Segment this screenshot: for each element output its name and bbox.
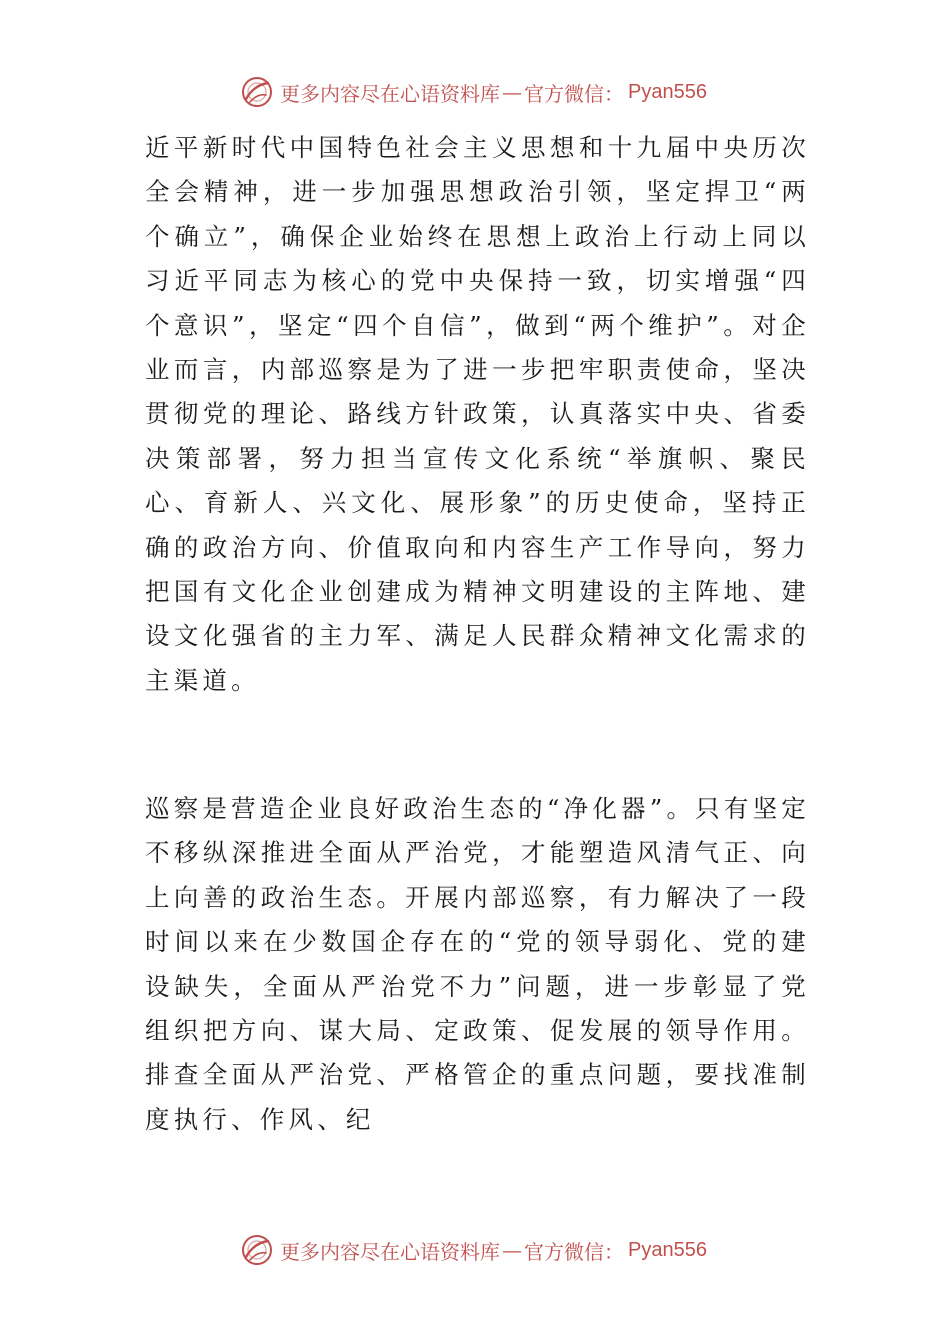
header-wechat-label: 官方微信： (524, 81, 624, 106)
header-banner-separator: — (502, 80, 522, 104)
body-paragraph-2: 巡察是营造企业良好政治生态的“净化器”。只有坚定不移纵深推进全面从严治党，才能塑造风清气正、向上向善的政治生态。开展内部巡察，有力解决了一段时间以来在少数国企存在的“党的领导弱化、党的建设缺失，全面从严治党不力”问题，进一步彰显了党组织把方向、谋大局、定政策、促发展的领导作用。排查全面从严治党、严格管企的重点问题，要找准制度执行、作风、纪 (145, 794, 810, 1134)
footer-banner-separator: — (502, 1238, 522, 1262)
brand-logo-icon (240, 1233, 274, 1267)
footer-wechat-label: 官方微信： (524, 1239, 624, 1264)
header-wechat-id: Pyan556 (628, 80, 707, 103)
footer-banner-text: 更多内容尽在心语资料库 (280, 1239, 500, 1264)
brand-logo-icon (240, 75, 274, 109)
footer-wechat-id: Pyan556 (628, 1238, 707, 1261)
header-banner (240, 72, 760, 112)
header-banner-text: 更多内容尽在心语资料库 (280, 81, 500, 106)
footer-banner (240, 1230, 760, 1270)
body-paragraph-1: 近平新时代中国特色社会主义思想和十九届中央历次全会精神，进一步加强思想政治引领，坚定捍卫“两个确立”，确保企业始终在思想上政治上行动上同以习近平同志为核心的党中央保持一致，切实增强“四个意识”，坚定“四个自信”，做到“两个维护”。对企业而言，内部巡察是为了进一步把牢职责使命，坚决贯彻党的理论、路线方针政策，认真落实中央、省委决策部署，努力担当宣传文化系统“举旗帜、聚民心、育新人、兴文化、展形象”的历史使命，坚持正确的政治方向、价值取向和内容生产工作导向，努力把国有文化企业创建成为精神文明建设的主阵地、建设文化强省的主力军、满足人民群众精神文化需求的主渠道。 (145, 133, 810, 695)
